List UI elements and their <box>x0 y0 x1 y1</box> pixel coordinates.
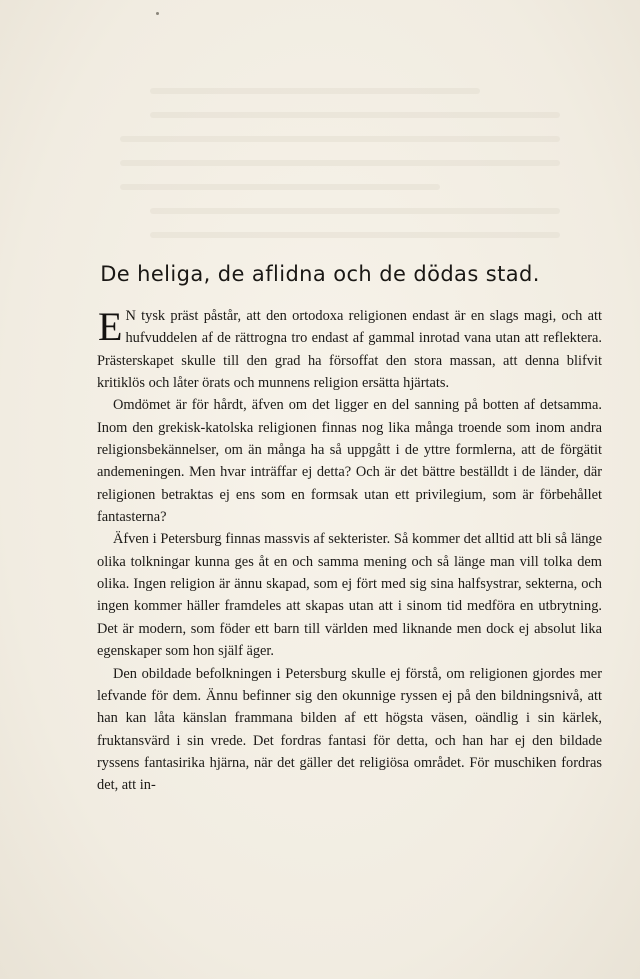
paragraph-4: Den obildade befolkningen i Petersburg skulle ej förstå, om religionen gjordes mer lefvande för dem. Ännu befinner sig den okunnige ryssen ej på den bildningsnivå, att han kan låta känslan frammana bilden af ett högsta väsen, oändlig i sin kärlek, fruktansvärd i sin vrede. Det fordras fantasi för detta, och han har ej den bildade ryssens fantasirika hjärna, när det gäller det religiösa området. För muschiken fordras det, att in- <box>97 665 602 794</box>
chapter-title: De heliga, de aflidna och de dödas stad. <box>100 262 540 286</box>
drop-cap: E <box>98 304 123 349</box>
paragraph-3: Äfven i Petersburg finnas massvis af sekterister. Så kommer det alltid att bli så länge olika tolkningar kunna ges åt en och samma mening och så länge man vill tolka dem olika. Ingen religion är ännu skapad, som ej fört med sig sina halfsystrar, sekterna, och ingen kommer häller framdeles att skapas utan att i sinom tid medföra en utbrytning. Det är modern, som föder ett barn till världen med liknande men dock ej absolut lika egenskaper som hon själf äger. <box>97 531 602 660</box>
paragraph-1-text: N tysk präst påstår, att den ortodoxa religionen endast är en slags magi, och att hufvuddelen af de rättrogna tro endast af gammal inrotad vana utan att reflektera. Prästerskapet skulle till den grad ha försoffat den stora massan, att denna blifvit kritiklös och låter örats och munnens religion ersätta hjärtats. <box>97 308 602 392</box>
body-text <box>97 305 602 797</box>
ink-speck <box>156 12 159 15</box>
paragraph-1 <box>97 305 602 394</box>
paragraph-2: Omdömet är för hårdt, äfven om det ligger en del sanning på botten af detsamma. Inom den grekisk-katolska religionen finnas nog lika många troende som inom andra religionsbekännelser, om än många ha så uppgått i de yttre formlerna, att de förgätit andemeningen. Men hvar inträffar ej detta? Och är det bättre beställdt i de länder, där religionen betraktas ej ens som en formsak utan ett privilegium, som är förbehållet fantasterna? <box>97 397 602 526</box>
